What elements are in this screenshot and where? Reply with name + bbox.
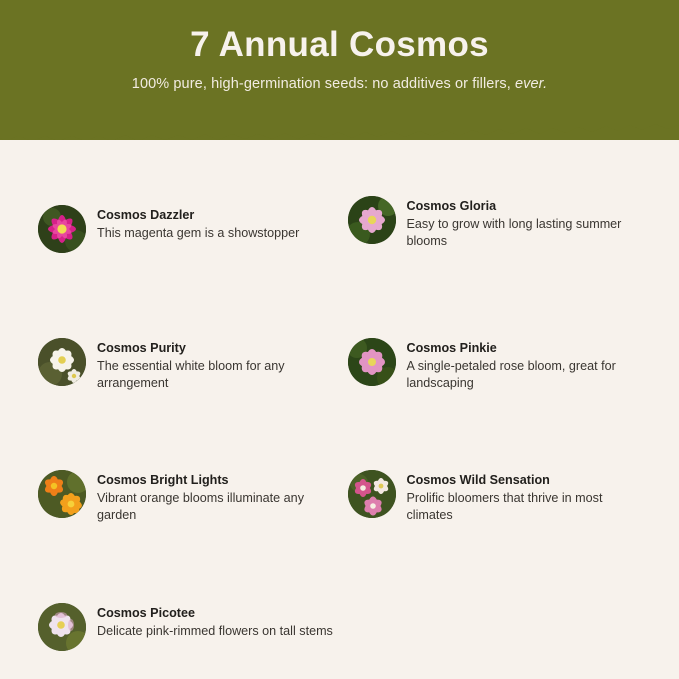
variety-column-left	[38, 196, 344, 295]
flower-photo-thumbnail-icon	[38, 603, 86, 651]
variety-description: Prolific bloomers that thrive in most climates	[406, 491, 603, 522]
variety-name: Cosmos Picotee	[97, 606, 195, 620]
variety-description: Easy to grow with long lasting summer blooms	[406, 217, 622, 248]
flower-photo-thumbnail-icon	[348, 338, 396, 386]
variety-row	[38, 603, 653, 679]
flower-photo-thumbnail-icon	[348, 196, 396, 244]
list-item	[348, 470, 654, 544]
variety-row	[38, 470, 653, 560]
variety-name: Cosmos Purity	[97, 341, 186, 355]
list-item	[348, 338, 654, 412]
variety-name: Cosmos Wild Sensation	[406, 473, 550, 487]
variety-description: Vibrant orange blooms illuminate any garden	[97, 491, 304, 522]
subtitle-main-text: 100% pure, high-germination seeds: no additives or fillers,	[131, 76, 515, 92]
variety-column-right	[348, 196, 654, 295]
variety-text	[97, 470, 335, 524]
flower-photo-thumbnail-icon	[38, 205, 86, 253]
variety-description: A single-petaled rose bloom, great for landscaping	[406, 359, 616, 390]
page-subtitle	[0, 74, 679, 94]
variety-text	[97, 603, 333, 640]
list-item	[348, 196, 654, 270]
variety-text	[97, 338, 335, 392]
variety-row	[38, 196, 653, 295]
variety-column-left	[38, 470, 344, 560]
variety-name: Cosmos Gloria	[406, 199, 497, 213]
variety-text	[97, 205, 299, 242]
page-title: 7 Annual Cosmos	[190, 25, 489, 64]
variety-description: Delicate pink-rimmed flowers on tall stems	[97, 624, 333, 638]
flower-photo-thumbnail-icon	[38, 470, 86, 518]
flower-photo-thumbnail-icon	[38, 338, 86, 386]
list-item	[38, 470, 344, 544]
list-item	[38, 338, 344, 412]
subtitle-emphasis-text: ever.	[515, 76, 548, 92]
variety-name: Cosmos Pinkie	[406, 341, 497, 355]
variety-text	[407, 470, 645, 524]
header-banner	[0, 0, 679, 140]
variety-row	[38, 338, 653, 428]
variety-name: Cosmos Bright Lights	[97, 473, 229, 487]
variety-text	[407, 196, 645, 250]
variety-text	[407, 338, 645, 392]
torn-paper-edge-icon	[0, 115, 679, 140]
variety-column-right	[348, 338, 654, 428]
list-item	[38, 603, 344, 677]
variety-name: Cosmos Dazzler	[97, 208, 195, 222]
flower-photo-thumbnail-icon	[348, 470, 396, 518]
variety-list	[0, 196, 679, 679]
list-item	[38, 205, 344, 279]
variety-column-left	[38, 603, 344, 679]
variety-column-right	[348, 470, 654, 560]
variety-description: This magenta gem is a showstopper	[97, 226, 300, 240]
variety-description: The essential white bloom for any arrangement	[97, 359, 285, 390]
variety-column-right-empty	[348, 603, 654, 679]
variety-column-left	[38, 338, 344, 428]
